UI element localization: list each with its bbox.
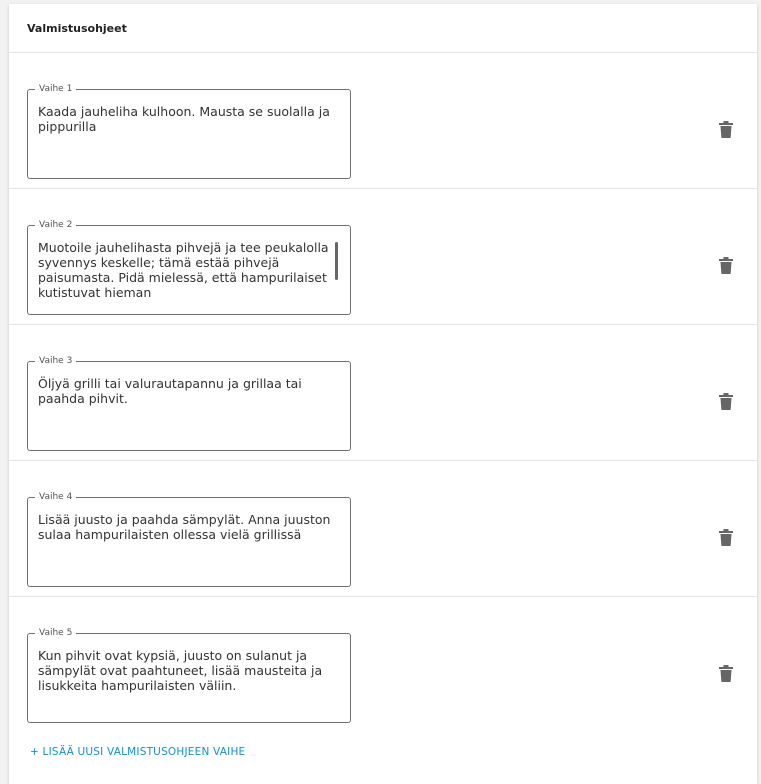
delete-step-5-button[interactable] <box>715 662 737 684</box>
step-1-textarea[interactable] <box>27 84 351 179</box>
step-label: Vaihe 4 <box>35 491 76 503</box>
instructions-card <box>9 4 757 784</box>
delete-step-2-button[interactable] <box>715 254 737 276</box>
step-label: Vaihe 2 <box>35 219 76 231</box>
step-text[interactable]: Kun pihvit ovat kypsiä, juusto on sulanut ja sämpylät ovat paahtuneet, lisää mausteita ja lisukkeita hampurilaisten väliin. <box>38 648 323 693</box>
step-text[interactable]: Kaada jauheliha kulhoon. Mausta se suolalla ja pippurilla <box>38 104 330 134</box>
step-row <box>9 189 757 325</box>
delete-step-1-button[interactable] <box>715 118 737 140</box>
step-label: Vaihe 3 <box>35 355 76 367</box>
trash-icon <box>719 257 733 274</box>
step-text[interactable]: Muotoile jauhelihasta pihvejä ja tee peukalolla syvennys keskelle; tämä estää pihvejä paisumasta. Pidä mielessä, että hampurilaiset kutistuvat hieman <box>38 240 329 300</box>
trash-icon <box>719 665 733 682</box>
step-text[interactable]: Öljyä grilli tai valurautapannu ja grillaa tai paahda pihvit. <box>38 376 302 406</box>
card-title: Valmistusohjeet <box>27 21 127 35</box>
step-2-textarea[interactable] <box>27 220 351 315</box>
delete-step-3-button[interactable] <box>715 390 737 412</box>
step-text[interactable]: Lisää juusto ja paahda sämpylät. Anna juuston sulaa hampurilaisten ollessa vielä grillissä <box>38 512 331 542</box>
step-3-textarea[interactable] <box>27 356 351 451</box>
step-label: Vaihe 5 <box>35 627 76 639</box>
card-header <box>9 4 757 53</box>
step-row <box>9 597 757 733</box>
delete-step-4-button[interactable] <box>715 526 737 548</box>
step-row <box>9 325 757 461</box>
step-row <box>9 53 757 189</box>
step-4-textarea[interactable] <box>27 492 351 587</box>
add-step-button[interactable]: + LISÄÄ UUSI VALMISTUSOHJEEN VAIHE <box>30 746 246 758</box>
step-row <box>9 461 757 597</box>
step-5-textarea[interactable] <box>27 628 351 723</box>
trash-icon <box>719 529 733 546</box>
step-label: Vaihe 1 <box>35 83 76 95</box>
textarea-scrollbar[interactable] <box>335 242 338 280</box>
trash-icon <box>719 393 733 410</box>
trash-icon <box>719 121 733 138</box>
